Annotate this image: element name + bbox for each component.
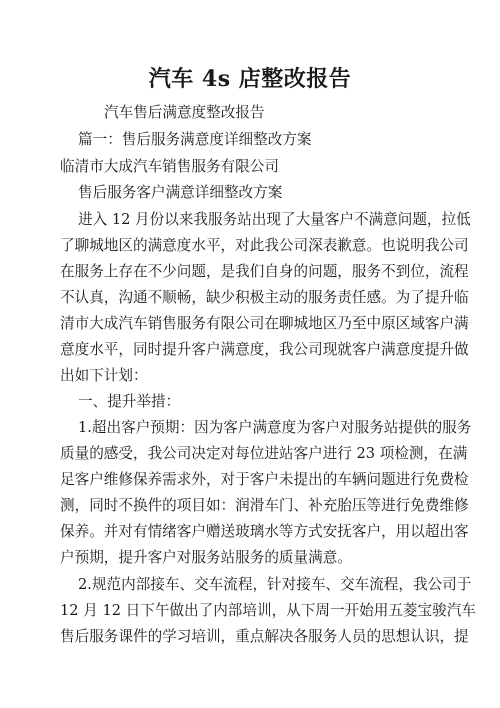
item2-line: 售后服务课件的学习培训，重点解决各服务人员的思想认识，提	[60, 628, 469, 645]
intro-line: 进入 12 月份以来我服务站出现了大量客户不满意问题，拉低	[78, 211, 471, 228]
subtitle: 汽车售后满意度整改报告	[104, 104, 265, 121]
item1-line: 保养。并对有情绪客户赠送玻璃水等方式安抚客户，用以超出客	[60, 523, 469, 540]
item1-line: 户预期，提升客户对服务站服务的质量满意。	[60, 549, 352, 566]
plan-title: 售后服务客户满意详细整改方案	[78, 184, 283, 201]
document-title: 汽车 4s 店整改报告	[148, 66, 352, 92]
chapter-heading: 篇一：售后服务满意度详细整改方案	[78, 131, 312, 148]
section-heading: 一、提升举措：	[78, 393, 181, 410]
intro-line: 清市大成汽车销售服务有限公司在聊城地区乃至中原区域客户满	[60, 315, 469, 332]
item1-line: 测，同时不换件的项目如：润滑车门、补充胎压等进行免费维修	[60, 497, 469, 514]
item2-line: 12 月 12 日下午做出了内部培训，从下周一开始用五菱宝骏汽车	[60, 602, 476, 619]
intro-line: 不认真，沟通不顺畅，缺少积极主动的服务责任感。为了提升临	[60, 289, 469, 306]
intro-line: 了聊城地区的满意度水平，对此我公司深表歉意。也说明我公司	[60, 237, 469, 254]
item1-line: 1.超出客户预期：因为客户满意度为客户对服务站提供的服务	[78, 419, 472, 436]
company-name: 临清市大成汽车销售服务有限公司	[60, 158, 279, 175]
item1-line: 质量的感受，我公司决定对每位进站客户进行 23 项检测，在满	[60, 445, 468, 462]
item1-line: 足客户维修保养需求外，对于客户未提出的车辆问题进行免费检	[60, 471, 469, 488]
intro-line: 出如下计划：	[60, 367, 148, 384]
intro-line: 意度水平，同时提升客户满意度，我公司现就客户满意度提升做	[60, 341, 469, 358]
intro-line: 在服务上存在不少问题，是我们自身的问题，服务不到位，流程	[60, 263, 469, 280]
item2-line: 2.规范内部接车、交车流程，针对接车、交车流程，我公司于	[78, 576, 472, 593]
